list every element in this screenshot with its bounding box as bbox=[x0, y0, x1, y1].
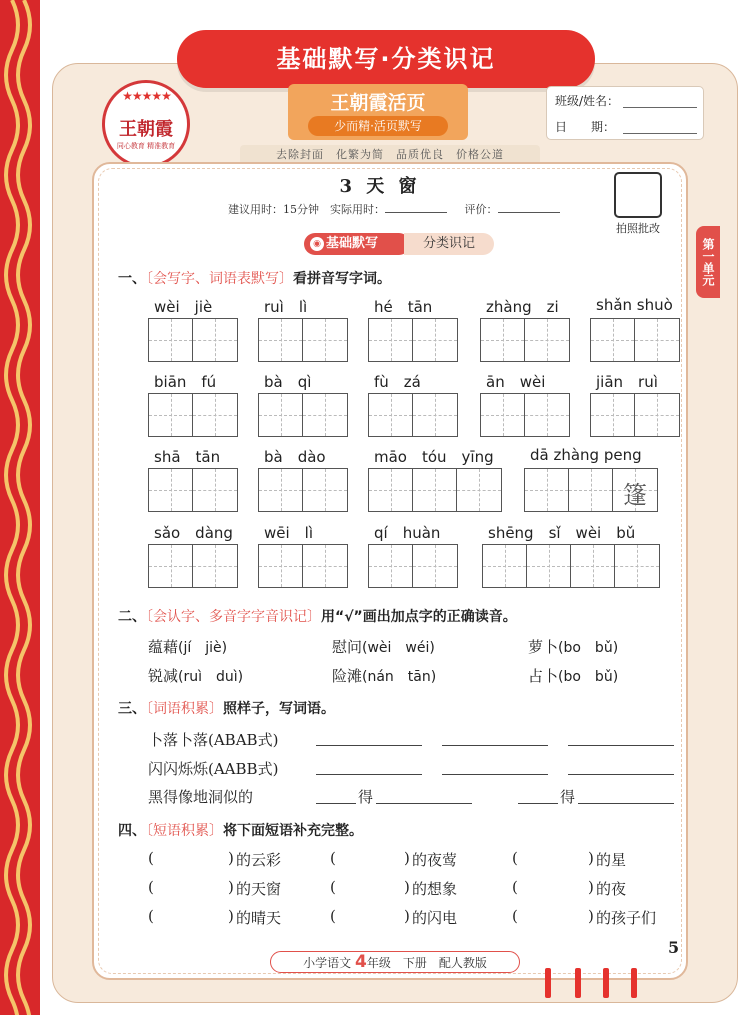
pinyin-prompt: sǎo dàng bbox=[154, 524, 233, 542]
tianzige-cell[interactable] bbox=[193, 469, 237, 511]
phrase-open-paren[interactable]: ( bbox=[330, 907, 336, 925]
phrase-text: 的想象 bbox=[412, 880, 458, 898]
phrase-close-paren: ) bbox=[228, 878, 234, 896]
pinyin-prompt: biān fú bbox=[154, 373, 217, 391]
answer-blank[interactable] bbox=[518, 803, 558, 804]
writing-grid[interactable] bbox=[482, 544, 660, 588]
tianzige-cell[interactable] bbox=[193, 394, 237, 436]
word-pattern-example: 卜落卜落(ABAB式) bbox=[148, 731, 279, 749]
phrase-open-paren[interactable]: ( bbox=[512, 878, 518, 896]
suggest-time-label: 建议用时：15分钟 实际用时： bbox=[228, 203, 385, 216]
phrase-open-paren[interactable]: ( bbox=[330, 878, 336, 896]
answer-blank[interactable] bbox=[376, 803, 472, 804]
pinyin-prompt: shǎn shuò bbox=[596, 296, 673, 314]
section2-heading bbox=[118, 606, 517, 626]
answer-blank[interactable] bbox=[316, 774, 422, 775]
tianzige-cell[interactable] bbox=[413, 545, 457, 587]
class-name-box bbox=[546, 86, 704, 140]
lesson-title: 3 天 窗 bbox=[339, 176, 421, 197]
unit-side-tab: 第一单元 bbox=[696, 226, 720, 298]
writing-grid[interactable] bbox=[368, 468, 502, 512]
page-number: 5 bbox=[668, 938, 680, 957]
tianzige-cell[interactable] bbox=[259, 469, 303, 511]
tianzige-cell[interactable] bbox=[457, 469, 501, 511]
tianzige-cell[interactable] bbox=[149, 319, 193, 361]
tianzige-cell[interactable] bbox=[259, 545, 303, 587]
word-pattern-example: 黑得像地洞似的 bbox=[148, 788, 254, 806]
given-character: 篷 bbox=[623, 481, 647, 509]
writing-grid[interactable] bbox=[258, 468, 348, 512]
tianzige-cell[interactable] bbox=[569, 469, 613, 511]
class-name-blank[interactable] bbox=[623, 107, 697, 108]
pinyin-prompt: jiān ruì bbox=[596, 373, 658, 391]
footer-badge bbox=[270, 951, 520, 973]
writing-grid[interactable] bbox=[258, 393, 348, 437]
writing-grid[interactable] bbox=[148, 318, 238, 362]
crown-icon: ★★★★★ bbox=[122, 89, 171, 103]
class-name-label: 班级/姓名： bbox=[555, 94, 620, 108]
writing-grid[interactable] bbox=[148, 393, 238, 437]
writing-grid[interactable] bbox=[368, 318, 458, 362]
writing-grid[interactable] bbox=[480, 318, 570, 362]
tianzige-cell[interactable] bbox=[591, 319, 635, 361]
pronunciation-item[interactable]: 萝卜(bo bǔ) bbox=[528, 638, 619, 656]
footer-stripes bbox=[545, 968, 665, 998]
phrase-text: 的星 bbox=[596, 851, 627, 869]
badge-icon: ◉ bbox=[310, 237, 324, 251]
tianzige-cell[interactable] bbox=[591, 394, 635, 436]
pinyin-prompt: hé tān bbox=[374, 298, 433, 316]
section2-category: 〔会认字、多音字字音识记〕 bbox=[146, 609, 321, 625]
answer-blank[interactable] bbox=[568, 774, 674, 775]
tianzige-cell[interactable] bbox=[525, 469, 569, 511]
tag-primary-label: 基础默写 bbox=[326, 236, 379, 251]
tianzige-cell[interactable] bbox=[525, 319, 569, 361]
logo-name: 王朝霞 bbox=[119, 119, 173, 140]
pinyin-prompt: wèi jiè bbox=[154, 298, 213, 316]
phrase-close-paren: ) bbox=[404, 878, 410, 896]
pinyin-prompt: shā tān bbox=[154, 448, 221, 466]
tianzige-cell[interactable] bbox=[259, 394, 303, 436]
tianzige-cell[interactable] bbox=[369, 545, 413, 587]
pinyin-prompt: bà dào bbox=[264, 448, 326, 466]
photo-grading-label: 拍照批改 bbox=[616, 222, 660, 235]
pinyin-prompt: qí huàn bbox=[374, 524, 441, 542]
publisher-logo bbox=[102, 80, 190, 168]
tianzige-cell[interactable] bbox=[303, 545, 347, 587]
answer-blank[interactable] bbox=[316, 803, 356, 804]
pinyin-prompt: dā zhàng peng bbox=[530, 446, 642, 464]
pinyin-prompt: wēi lì bbox=[264, 524, 313, 542]
pronunciation-item[interactable]: 险滩(nán tān) bbox=[332, 667, 437, 685]
phrase-open-paren[interactable]: ( bbox=[512, 849, 518, 867]
photo-grading-box[interactable] bbox=[614, 172, 662, 218]
brand-title: 王朝霞活页 bbox=[330, 92, 426, 114]
writing-grid[interactable] bbox=[480, 393, 570, 437]
section1-category: 〔会写字、词语表默写〕 bbox=[146, 271, 293, 287]
pinyin-prompt: bà qì bbox=[264, 373, 312, 391]
answer-blank[interactable] bbox=[316, 745, 422, 746]
word-pattern-example: 闪闪烁烁(AABB式) bbox=[148, 760, 279, 778]
tianzige-cell[interactable] bbox=[527, 545, 571, 587]
evaluation-label: 评价： bbox=[464, 203, 498, 216]
writing-grid[interactable] bbox=[258, 544, 348, 588]
writing-grid[interactable] bbox=[590, 393, 680, 437]
footer-edition: 年级 下册 配人教版 bbox=[366, 956, 487, 970]
brand-subtitle: 少而精·活页默写 bbox=[308, 116, 448, 136]
wave-pattern bbox=[0, 0, 40, 1015]
writing-grid[interactable] bbox=[590, 318, 680, 362]
pronunciation-item[interactable]: 蕴藉(jí jiè) bbox=[148, 638, 228, 656]
phrase-text: 的夜莺 bbox=[412, 851, 458, 869]
tianzige-cell[interactable] bbox=[149, 469, 193, 511]
phrase-open-paren[interactable]: ( bbox=[512, 907, 518, 925]
phrase-text: 的云彩 bbox=[236, 851, 282, 869]
writing-grid[interactable] bbox=[368, 544, 458, 588]
section4-instruction: 将下面短语补充完整。 bbox=[223, 823, 363, 839]
tianzige-cell[interactable] bbox=[635, 394, 679, 436]
section3-instruction: 照样子，写词语。 bbox=[223, 701, 335, 717]
de-particle: 得 bbox=[358, 788, 374, 806]
pronunciation-item[interactable]: 慰问(wèi wéi) bbox=[332, 638, 435, 656]
answer-blank[interactable] bbox=[442, 774, 548, 775]
tianzige-cell[interactable] bbox=[635, 319, 679, 361]
phrase-open-paren[interactable]: ( bbox=[148, 849, 154, 867]
phrase-open-paren[interactable]: ( bbox=[148, 878, 154, 896]
phrase-close-paren: ) bbox=[404, 907, 410, 925]
phrase-text: 的夜 bbox=[596, 880, 627, 898]
tianzige-cell[interactable] bbox=[259, 319, 303, 361]
phrase-open-paren[interactable]: ( bbox=[330, 849, 336, 867]
writing-grid[interactable] bbox=[148, 544, 238, 588]
date-blank[interactable] bbox=[623, 133, 697, 134]
phrase-text: 的天窗 bbox=[236, 880, 282, 898]
tianzige-cell[interactable] bbox=[615, 545, 659, 587]
left-decorative-ribbon bbox=[0, 0, 40, 1015]
pinyin-prompt: ān wèi bbox=[486, 373, 546, 391]
phrase-close-paren: ) bbox=[588, 907, 594, 925]
section4-heading bbox=[118, 820, 363, 840]
phrase-close-paren: ) bbox=[228, 849, 234, 867]
pronunciation-item[interactable]: 占卜(bo bǔ) bbox=[528, 667, 619, 685]
tianzige-cell[interactable] bbox=[303, 319, 347, 361]
section2-number: 二、 bbox=[118, 609, 146, 625]
writing-grid[interactable] bbox=[524, 468, 658, 512]
tianzige-cell[interactable] bbox=[369, 394, 413, 436]
tianzige-cell[interactable] bbox=[193, 545, 237, 587]
tianzige-cell[interactable] bbox=[149, 545, 193, 587]
slogan: 去除封面 化繁为简 品质优良 价格公道 bbox=[240, 145, 540, 165]
tianzige-cell[interactable] bbox=[369, 469, 413, 511]
section3-number: 三、 bbox=[118, 701, 146, 717]
writing-grid[interactable] bbox=[258, 318, 348, 362]
tianzige-cell[interactable] bbox=[413, 394, 457, 436]
tianzige-cell[interactable] bbox=[483, 545, 527, 587]
section1-number: 一、 bbox=[118, 271, 146, 287]
tianzige-cell[interactable] bbox=[571, 545, 615, 587]
section3-category: 〔词语积累〕 bbox=[146, 701, 223, 717]
section1-instruction: 看拼音写字词。 bbox=[293, 271, 391, 287]
phrase-close-paren: ) bbox=[588, 849, 594, 867]
date-label: 日 期： bbox=[555, 120, 616, 134]
tianzige-cell[interactable] bbox=[413, 319, 457, 361]
tianzige-cell[interactable] bbox=[149, 394, 193, 436]
brand-plate bbox=[288, 84, 468, 140]
page-banner: 基础默写·分类识记 bbox=[177, 30, 595, 88]
section1-heading bbox=[118, 268, 391, 288]
phrase-text: 的闪电 bbox=[412, 909, 458, 927]
answer-blank[interactable] bbox=[442, 745, 548, 746]
pinyin-prompt: shēng sǐ wèi bǔ bbox=[488, 524, 636, 542]
tianzige-cell[interactable] bbox=[525, 394, 569, 436]
timing-line bbox=[228, 201, 588, 217]
actual-time-blank[interactable] bbox=[385, 203, 447, 213]
section2-instruction: 用“√”画出加点字的正确读音。 bbox=[321, 609, 517, 625]
tianzige-cell[interactable] bbox=[193, 319, 237, 361]
pinyin-prompt: ruì lì bbox=[264, 298, 308, 316]
tianzige-cell[interactable] bbox=[481, 319, 525, 361]
pronunciation-item[interactable]: 锐减(ruì duì) bbox=[148, 667, 244, 685]
writing-grid[interactable] bbox=[148, 468, 238, 512]
tianzige-cell[interactable] bbox=[481, 394, 525, 436]
answer-blank[interactable] bbox=[578, 803, 674, 804]
writing-grid[interactable] bbox=[368, 393, 458, 437]
phrase-text: 的孩子们 bbox=[596, 909, 657, 927]
phrase-text: 的晴天 bbox=[236, 909, 282, 927]
phrase-open-paren[interactable]: ( bbox=[148, 907, 154, 925]
answer-blank[interactable] bbox=[568, 745, 674, 746]
tag-primary bbox=[304, 233, 410, 255]
pinyin-prompt: māo tóu yīng bbox=[374, 448, 494, 466]
section3-heading bbox=[118, 698, 335, 718]
tianzige-cell[interactable] bbox=[369, 319, 413, 361]
pinyin-prompt: zhàng zi bbox=[486, 298, 559, 316]
pinyin-prompt: fù zá bbox=[374, 373, 421, 391]
tianzige-cell[interactable] bbox=[613, 469, 657, 511]
phrase-close-paren: ) bbox=[588, 878, 594, 896]
tianzige-cell[interactable] bbox=[303, 469, 347, 511]
de-particle: 得 bbox=[560, 788, 576, 806]
footer-grade: 4 bbox=[354, 952, 367, 972]
tianzige-cell[interactable] bbox=[303, 394, 347, 436]
tag-secondary: 分类识记 bbox=[404, 233, 494, 255]
phrase-close-paren: ) bbox=[228, 907, 234, 925]
tianzige-cell[interactable] bbox=[413, 469, 457, 511]
phrase-close-paren: ) bbox=[404, 849, 410, 867]
section4-number: 四、 bbox=[118, 823, 146, 839]
logo-subtitle: 同心教育 精准教育 bbox=[116, 142, 176, 150]
evaluation-blank[interactable] bbox=[498, 203, 560, 213]
section4-category: 〔短语积累〕 bbox=[146, 823, 223, 839]
footer-subject: 小学语文 bbox=[303, 956, 352, 970]
